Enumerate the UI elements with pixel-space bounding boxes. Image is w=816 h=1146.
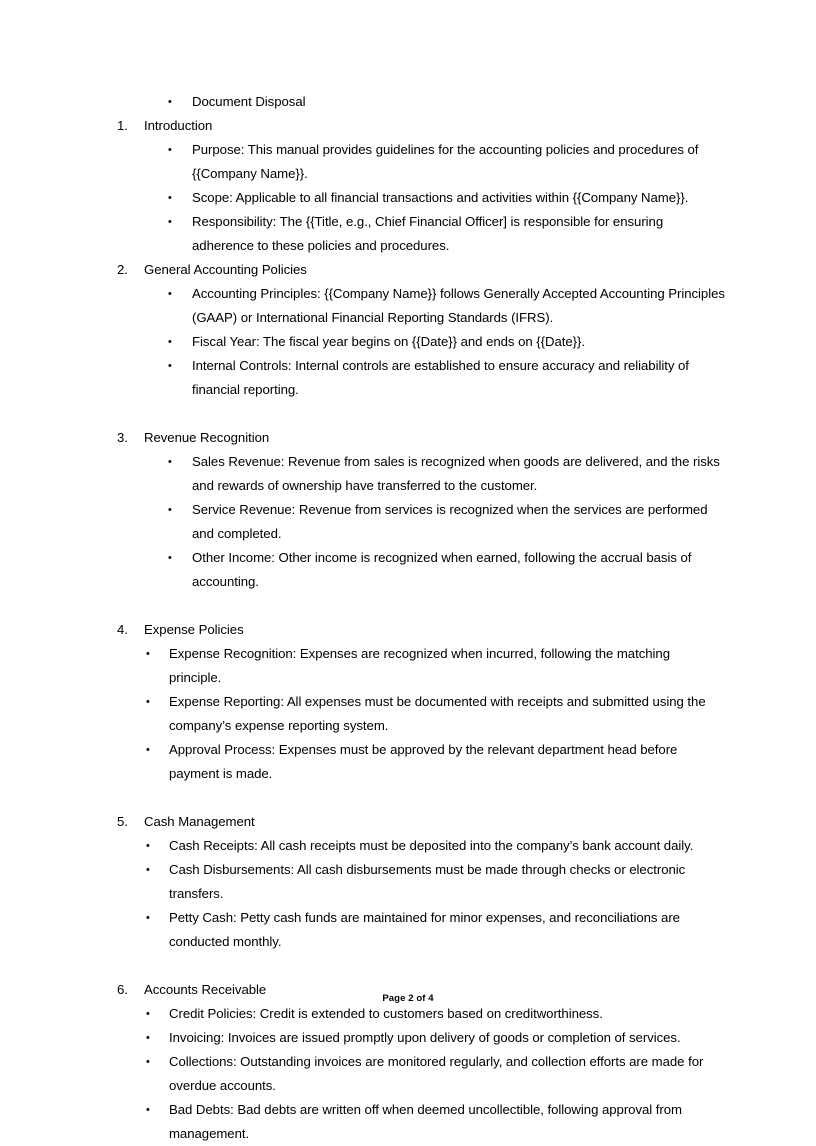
list-item-text: Petty Cash: Petty cash funds are maintained for minor expenses, and reconciliations are conducted monthly. (169, 910, 680, 949)
bullet-icon: • (146, 1104, 150, 1116)
bullet-icon: • (168, 144, 172, 156)
section-heading (0, 810, 816, 834)
list-item (0, 450, 816, 498)
list-item-text: Service Revenue: Revenue from services is recognized when the services are performed and completed. (192, 502, 708, 541)
bullet-icon: • (146, 744, 150, 756)
bullet-icon: • (146, 912, 150, 924)
bullet-icon: • (168, 456, 172, 468)
section-bullet-list (0, 834, 816, 954)
bullet-icon: • (146, 864, 150, 876)
section-title: Revenue Recognition (144, 430, 270, 445)
list-item-text: Accounting Principles: {{Company Name}} follows Generally Accepted Accounting Principles (GAAP) or International Financial Reporting Standards (IFRS). (192, 286, 725, 325)
list-item (0, 1098, 816, 1146)
list-item-text: Expense Recognition: Expenses are recognized when incurred, following the matching principle. (169, 646, 670, 685)
section-title: Introduction (144, 118, 213, 133)
document-section (0, 810, 816, 954)
section-title: General Accounting Policies (144, 262, 307, 277)
document-section (0, 426, 816, 594)
section-bullet-list (0, 282, 816, 402)
list-item-text: Invoicing: Invoices are issued promptly upon delivery of goods or completion of services. (169, 1030, 681, 1045)
list-item-text: Bad Debts: Bad debts are written off when deemed uncollectible, following approval from management. (169, 1102, 682, 1141)
list-item (0, 138, 816, 186)
bullet-icon: • (146, 1056, 150, 1068)
document-body (0, 90, 816, 1146)
section-heading (0, 618, 816, 642)
bullet-icon: • (146, 648, 150, 660)
list-item-text: Expense Reporting: All expenses must be documented with receipts and submitted using the company’s expense reporting system. (169, 694, 706, 733)
section-bullet-list (0, 1002, 816, 1146)
list-item (0, 186, 816, 210)
list-item (0, 642, 816, 690)
list-item (0, 546, 816, 594)
bullet-icon: • (168, 288, 172, 300)
list-item-text: Fiscal Year: The fiscal year begins on {{Date}} and ends on {{Date}}. (192, 334, 585, 349)
list-item (0, 1026, 816, 1050)
bullet-icon: • (168, 504, 172, 516)
list-item (0, 834, 816, 858)
bullet-icon: • (168, 336, 172, 348)
list-item (0, 210, 816, 258)
bullet-icon: • (168, 96, 172, 108)
list-item-text: Credit Policies: Credit is extended to customers based on creditworthiness. (169, 1006, 603, 1021)
list-item (0, 498, 816, 546)
list-item-text: Responsibility: The {{Title, e.g., Chief Financial Officer] is responsible for ensuring adherence to these policies and procedures. (192, 214, 664, 253)
list-item (0, 858, 816, 906)
bullet-icon: • (146, 1032, 150, 1044)
page-footer (0, 992, 816, 1006)
list-item (0, 282, 816, 330)
section-title: Expense Policies (144, 622, 244, 637)
list-item-text: Collections: Outstanding invoices are monitored regularly, and collection efforts are made for overdue accounts. (169, 1054, 704, 1093)
list-item (0, 906, 816, 954)
section-heading (0, 426, 816, 450)
section-number: 1. (117, 118, 128, 133)
list-item-text: Sales Revenue: Revenue from sales is recognized when goods are delivered, and the risks and rewards of ownership have transferred to the customer. (192, 454, 720, 493)
bullet-icon: • (168, 552, 172, 564)
bullet-icon: • (146, 840, 150, 852)
list-item-text: Document Disposal (192, 94, 306, 109)
bullet-icon: • (168, 360, 172, 372)
section-bullet-list (0, 450, 816, 594)
list-item (0, 330, 816, 354)
list-item-text: Approval Process: Expenses must be approved by the relevant department head before payment is made. (169, 742, 678, 781)
section-bullet-list (0, 138, 816, 258)
section-heading (0, 258, 816, 282)
list-item-text: Cash Receipts: All cash receipts must be deposited into the company’s bank account daily. (169, 838, 694, 853)
bullet-icon: • (146, 696, 150, 708)
list-item-text: Other Income: Other income is recognized when earned, following the accrual basis of accounting. (192, 550, 692, 589)
section-number: 3. (117, 430, 128, 445)
section-bullet-list (0, 642, 816, 786)
document-section (0, 618, 816, 786)
list-item-text: Cash Disbursements: All cash disbursements must be made through checks or electronic transfers. (169, 862, 686, 901)
list-item (0, 354, 816, 402)
bullet-icon: • (168, 216, 172, 228)
list-item-text: Internal Controls: Internal controls are established to ensure accuracy and reliability of financial reporting. (192, 358, 689, 397)
list-item (0, 1050, 816, 1098)
document-section (0, 258, 816, 402)
list-item (0, 690, 816, 738)
section-title: Accounts Receivable (144, 982, 267, 997)
bullet-icon: • (146, 1008, 150, 1020)
section-number: 6. (117, 982, 128, 997)
section-number: 4. (117, 622, 128, 637)
page-number-label: Page 2 of 4 (382, 993, 434, 1004)
section-title: Cash Management (144, 814, 255, 829)
list-item-text: Scope: Applicable to all financial transactions and activities within {{Company Name}}. (192, 190, 689, 205)
list-item (0, 738, 816, 786)
section-heading (0, 114, 816, 138)
section-number: 5. (117, 814, 128, 829)
document-section (0, 114, 816, 258)
section-number: 2. (117, 262, 128, 277)
list-item-text: Purpose: This manual provides guidelines for the accounting policies and procedures of {{Company Name}}. (192, 142, 699, 181)
bullet-icon: • (168, 192, 172, 204)
list-item (0, 90, 816, 114)
